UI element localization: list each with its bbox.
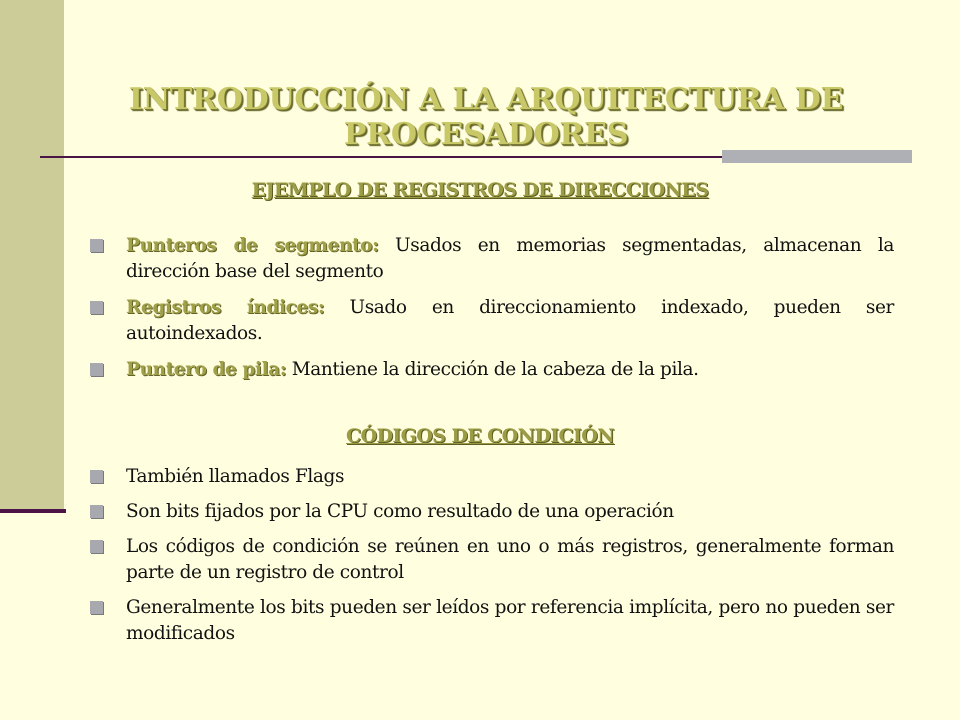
item-text: Usados en memorias segmentadas, almacenan la dirección base del segmento	[126, 235, 894, 282]
square-bullet-icon	[90, 505, 103, 518]
list-item	[86, 233, 894, 285]
item-text: Son bits fijados por la CPU como resultado de una operación	[126, 501, 674, 522]
section-heading-codigos: CÓDIGOS DE CONDICIÓN	[345, 425, 615, 447]
title-accent-bar	[722, 150, 912, 163]
item-text: Mantiene la dirección de la cabeza de la pila.	[286, 359, 699, 380]
list-item	[86, 464, 894, 490]
list-item	[86, 534, 894, 586]
item-text: También llamados Flags	[126, 466, 345, 487]
list-item	[86, 595, 894, 647]
list-item	[86, 295, 894, 347]
item-text: Los códigos de condición se reúnen en uno o más registros, generalmente forman parte de un registro de control	[126, 536, 894, 583]
side-decor-line	[0, 509, 66, 513]
square-bullet-icon	[90, 601, 103, 614]
slide-title: INTRODUCCIÓN A LA ARQUITECTURA DE PROCESADORES	[128, 82, 844, 152]
item-term: Puntero de pila:	[126, 359, 287, 380]
item-term: Registros índices:	[126, 297, 325, 318]
square-bullet-icon	[90, 363, 103, 376]
item-term: Punteros de segmento:	[126, 235, 379, 256]
square-bullet-icon	[90, 301, 103, 314]
codigos-list	[86, 464, 894, 647]
square-bullet-icon	[90, 470, 103, 483]
registros-list	[86, 233, 894, 383]
list-item	[86, 357, 894, 383]
item-text: Generalmente los bits pueden ser leídos por referencia implícita, pero no pueden ser modificados	[126, 597, 894, 644]
item-text: Usado en direccionamiento indexado, pueden ser autoindexados.	[126, 297, 894, 344]
list-item	[86, 499, 894, 525]
section-heading-registros: EJEMPLO DE REGISTROS DE DIRECCIONES	[251, 179, 709, 201]
square-bullet-icon	[90, 540, 103, 553]
square-bullet-icon	[90, 239, 103, 252]
